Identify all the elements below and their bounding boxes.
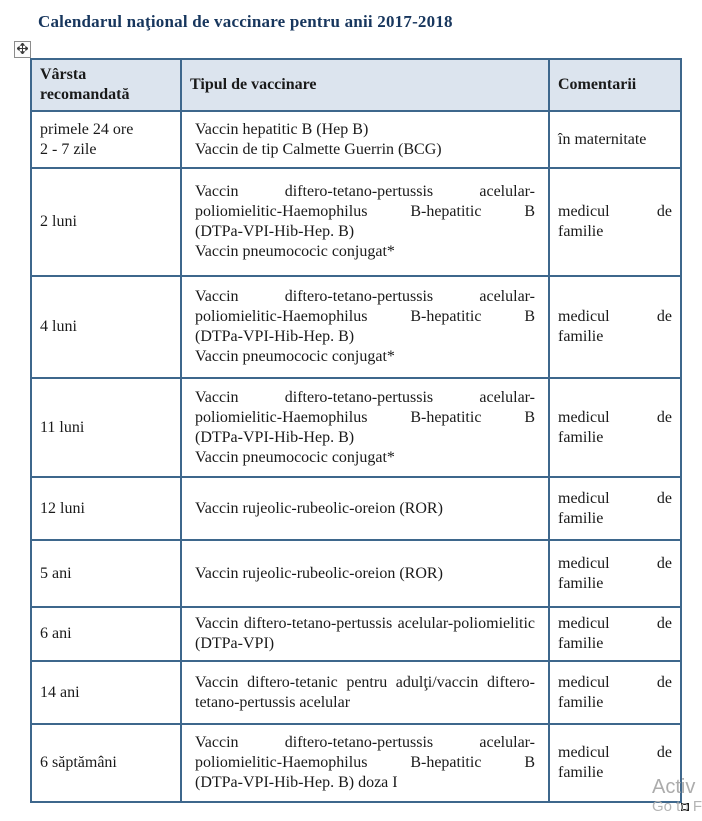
header-row	[31, 59, 681, 111]
age-cell	[31, 378, 181, 477]
table-row	[31, 724, 681, 802]
vaccine-paragraph: Vaccin pneumococic conjugat*	[195, 348, 395, 365]
col-header-age: Vârsta recomandată	[31, 59, 181, 111]
vaccine-paragraph: Vaccin diftero-tetano-pertussis acelular-poliomielitic-Haemophilus B-hepatitic B (DTPa‑VPI‑Hib‑Hep. B)	[195, 183, 535, 240]
vaccines-cell	[181, 276, 549, 378]
comment-cell: medicul de familie	[549, 540, 681, 607]
vaccine-paragraph: Vaccin diftero-tetano-pertussis acelular-poliomielitic-Haemophilus B-hepatitic B (DTPa‑VPI‑Hib‑Hep. B) doza I	[195, 734, 535, 791]
comment-cell: medicul de familie	[549, 607, 681, 661]
table-row	[31, 607, 681, 661]
col-header-comments: Comentarii	[549, 59, 681, 111]
vaccine-paragraph: Vaccin rujeolic-rubeolic-oreion (ROR)	[195, 564, 443, 582]
table-row	[31, 276, 681, 378]
vaccines-cell	[181, 168, 549, 276]
age-cell	[31, 661, 181, 724]
vaccine-paragraph: Vaccin hepatitic B (Hep B)	[195, 120, 369, 138]
vaccine-paragraph: Vaccin pneumococic conjugat*	[195, 243, 395, 260]
vaccine-paragraph: Vaccin diftero-tetano-pertussis acelular-poliomielitic-Haemophilus B-hepatitic B (DTPa‑VPI‑Hib‑Hep. B)	[195, 288, 535, 345]
vaccine-paragraph: Vaccin diftero-tetano-pertussis acelular-poliomielitic (DTPa-VPI)	[195, 615, 535, 652]
table-row	[31, 168, 681, 276]
activate-windows-watermark	[652, 776, 702, 816]
vaccine-paragraph: Vaccin de tip Calmette Guerrin (BCG)	[195, 140, 442, 158]
vaccines-cell	[181, 477, 549, 540]
age-cell	[31, 276, 181, 378]
age-line: 4 luni	[40, 318, 77, 335]
age-cell	[31, 168, 181, 276]
vaccines-cell	[181, 111, 549, 168]
age-line: 6 ani	[40, 625, 72, 642]
age-cell	[31, 607, 181, 661]
vaccines-cell	[181, 540, 549, 607]
vaccines-cell	[181, 607, 549, 661]
comment-cell: medicul de familie	[549, 477, 681, 540]
comment-cell: medicul de familie	[549, 378, 681, 477]
vaccine-paragraph: Vaccin pneumococic conjugat*	[195, 448, 395, 466]
watermark-line1: Activ	[652, 776, 696, 798]
age-line: 11 luni	[40, 418, 85, 436]
table-row	[31, 540, 681, 607]
page-title: Calendarul naţional de vaccinare pentru anii 2017-2018	[38, 12, 453, 31]
age-line: primele 24 ore	[40, 120, 134, 138]
age-cell	[31, 724, 181, 802]
age-line: 12 luni	[40, 499, 85, 517]
comment-cell: medicul de familie	[549, 168, 681, 276]
table-move-handle[interactable]	[14, 41, 31, 58]
age-cell	[31, 111, 181, 168]
table-row	[31, 378, 681, 477]
move-arrows-icon	[17, 41, 28, 59]
vaccines-cell	[181, 724, 549, 802]
age-line: 2 luni	[40, 213, 77, 230]
age-line: 14 ani	[40, 683, 80, 701]
vaccines-cell	[181, 661, 549, 724]
comment-cell: medicul de familie	[549, 661, 681, 724]
table-row	[31, 111, 681, 168]
age-line: 5 ani	[40, 564, 72, 582]
vaccine-paragraph: Vaccin diftero-tetanic pentru adulţi/vaccin diftero-tetano-pertussis acelular	[195, 673, 535, 711]
vaccination-schedule-table	[30, 58, 682, 803]
col-header-vaccine-type: Tipul de vaccinare	[181, 59, 549, 111]
age-cell	[31, 540, 181, 607]
table-row	[31, 661, 681, 724]
comment-cell: medicul de familie	[549, 276, 681, 378]
comment-cell: în maternitate	[549, 111, 681, 168]
age-line: 2 - 7 zile	[40, 140, 97, 158]
vaccines-cell	[181, 378, 549, 477]
age-line: 6 săptămâni	[40, 754, 117, 771]
watermark-line2: Go to F	[652, 798, 702, 815]
vaccine-paragraph: Vaccin rujeolic-rubeolic-oreion (ROR)	[195, 499, 443, 517]
age-cell	[31, 477, 181, 540]
table-row	[31, 477, 681, 540]
table-header	[31, 59, 681, 111]
vaccine-paragraph: Vaccin diftero-tetano-pertussis acelular-poliomielitic-Haemophilus B-hepatitic B (DTPa‑VPI‑Hib‑Hep. B)	[195, 388, 535, 446]
comment-cell: medicul de familie	[549, 724, 681, 802]
